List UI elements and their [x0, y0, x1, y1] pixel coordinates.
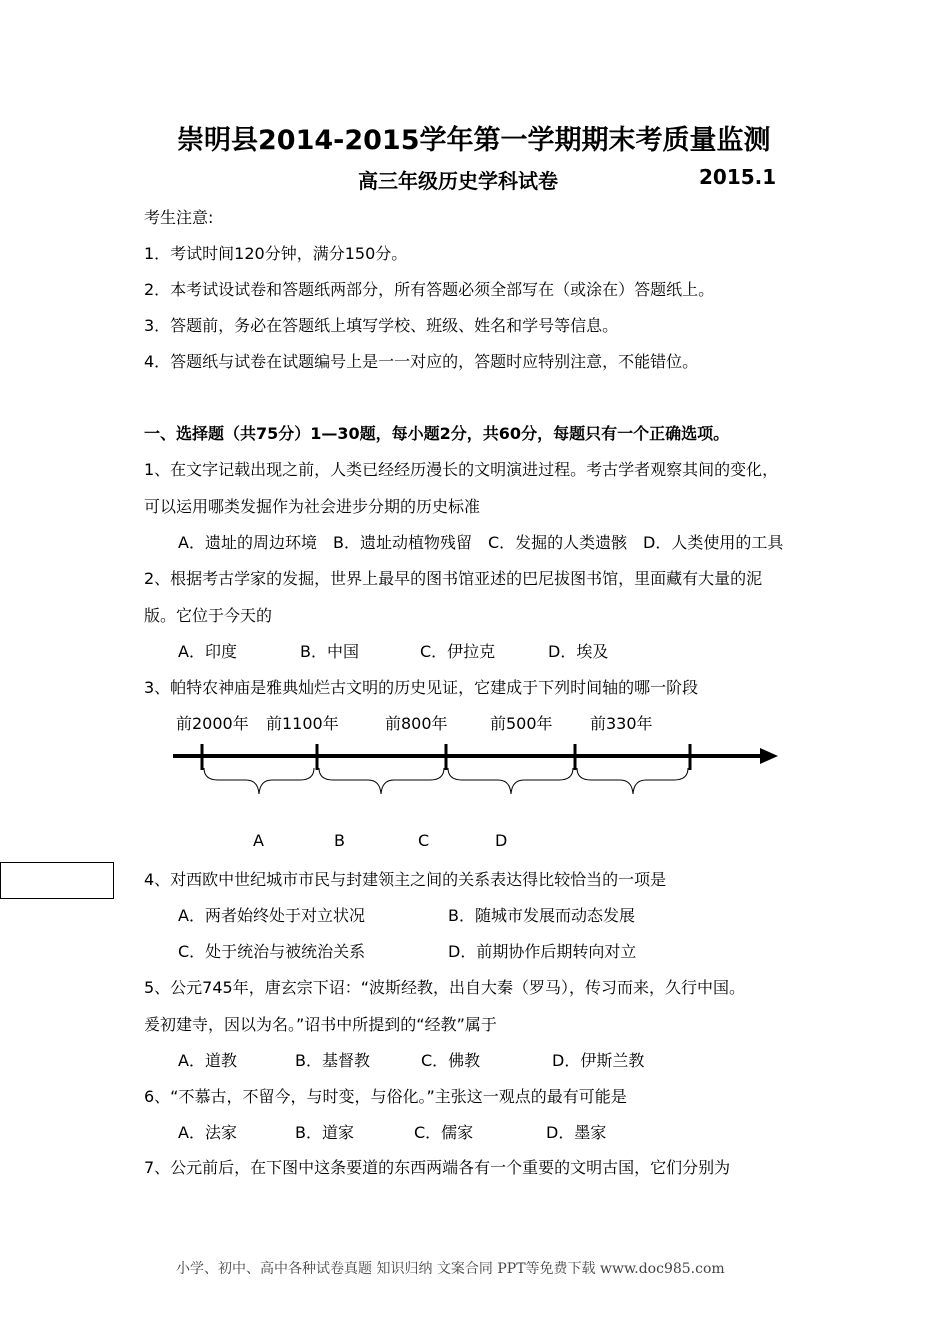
timeline-brace-b: [319, 768, 444, 794]
q6-option-b: B．道家: [295, 1123, 354, 1142]
segment-label: B: [334, 831, 345, 850]
timeline-arrow: [760, 748, 778, 764]
notice-item: 1．考试时间120分钟，满分150分。: [144, 244, 408, 263]
footer-text: 小学、初中、高中各种试卷真题 知识归纳 文案合同 PPT等免费下载 www.doc985.com: [176, 1261, 725, 1277]
question-5-text-cont: 爰初建寺，因以为名。”诏书中所提到的“经教”属于: [144, 1015, 497, 1034]
q4-option-c: C．处于统治与被统治关系: [178, 942, 366, 961]
q5-option-c: C．佛教: [421, 1051, 481, 1070]
q6-option-d: D．墨家: [546, 1123, 607, 1142]
q6-option-a: A．法家: [178, 1123, 237, 1142]
question-3-text: 3、帕特农神庙是雅典灿烂古文明的历史见证，它建成于下列时间轴的哪一阶段: [144, 678, 699, 697]
question-4-text: 4、对西欧中世纪城市市民与封建领主之间的关系表达得比较恰当的一项是: [144, 870, 667, 889]
notice-item: 3．答题前，务必在答题纸上填写学校、班级、姓名和学号等信息。: [144, 316, 619, 335]
page-subtitle: 高三年级历史学科试卷: [358, 169, 558, 193]
segment-label: C: [418, 831, 430, 850]
question-5-text: 5、公元745年，唐玄宗下诏：“波斯经教，出自大秦（罗马），传习而来，久行中国。: [144, 978, 746, 997]
section-heading: 一、选择题（共75分）1—30题，每小题2分，共60分，每题只有一个正确选项。: [144, 424, 730, 443]
segment-label: A: [253, 831, 264, 850]
timeline-label: 前500年: [490, 714, 553, 733]
q6-option-c: C．儒家: [414, 1123, 474, 1142]
segment-label: D: [495, 831, 508, 850]
exam-date: 2015.1: [699, 165, 777, 189]
question-1-text: 1、在文字记载出现之前，人类已经经历漫长的文明演进过程。考古学者观察其间的变化，: [144, 460, 779, 479]
question-7-text: 7、公元前后，在下图中这条要道的东西两端各有一个重要的文明古国，它们分别为: [144, 1158, 731, 1177]
q5-option-a: A．道教: [178, 1051, 237, 1070]
margin-box: [0, 862, 114, 899]
question-2-text-cont: 版。它位于今天的: [144, 606, 273, 625]
page-title: 崇明县2014-2015学年第一学期期末考质量监测: [177, 125, 771, 156]
timeline-label: 前2000年: [176, 714, 249, 733]
q2-option-a: A．印度: [178, 642, 237, 661]
question-1-text-cont: 可以运用哪类发掘作为社会进步分期的历史标准: [144, 497, 481, 516]
q2-option-b: B．中国: [300, 642, 359, 661]
notice-heading: 考生注意:: [144, 208, 214, 227]
question-6-text: 6、“不慕古，不留今，与时变，与俗化。”主张这一观点的最有可能是: [144, 1087, 627, 1106]
q4-option-a: A．两者始终处于对立状况: [178, 906, 365, 925]
q1-option-a: A．遗址的周边环境: [178, 533, 317, 552]
notice-item: 2．本考试设试卷和答题纸两部分，所有答题必须全部写在（或涂在）答题纸上。: [144, 280, 715, 299]
q1-option-d: D．人类使用的工具: [643, 533, 784, 552]
timeline-label: 前330年: [590, 714, 653, 733]
q5-option-b: B．基督教: [295, 1051, 370, 1070]
q1-option-c: C．发掘的人类遗骸: [488, 533, 628, 552]
timeline-brace-c: [448, 768, 573, 794]
q4-option-d: D．前期协作后期转向对立: [448, 942, 637, 961]
timeline-brace-d: [577, 768, 688, 794]
q5-option-d: D．伊斯兰教: [552, 1051, 645, 1070]
notice-item: 4．答题纸与试卷在试题编号上是一一对应的，答题时应特别注意，不能错位。: [144, 352, 699, 371]
timeline-label: 前800年: [385, 714, 448, 733]
timeline-label: 前1100年: [266, 714, 339, 733]
q2-option-d: D．埃及: [548, 642, 609, 661]
q1-option-b: B．遗址动植物残留: [333, 533, 472, 552]
q2-option-c: C．伊拉克: [420, 642, 496, 661]
q4-option-b: B．随城市发展而动态发展: [448, 906, 635, 925]
timeline-brace-a: [204, 768, 314, 794]
question-2-text: 2、根据考古学家的发掘，世界上最早的图书馆亚述的巴尼拔图书馆，里面藏有大量的泥: [144, 569, 763, 588]
